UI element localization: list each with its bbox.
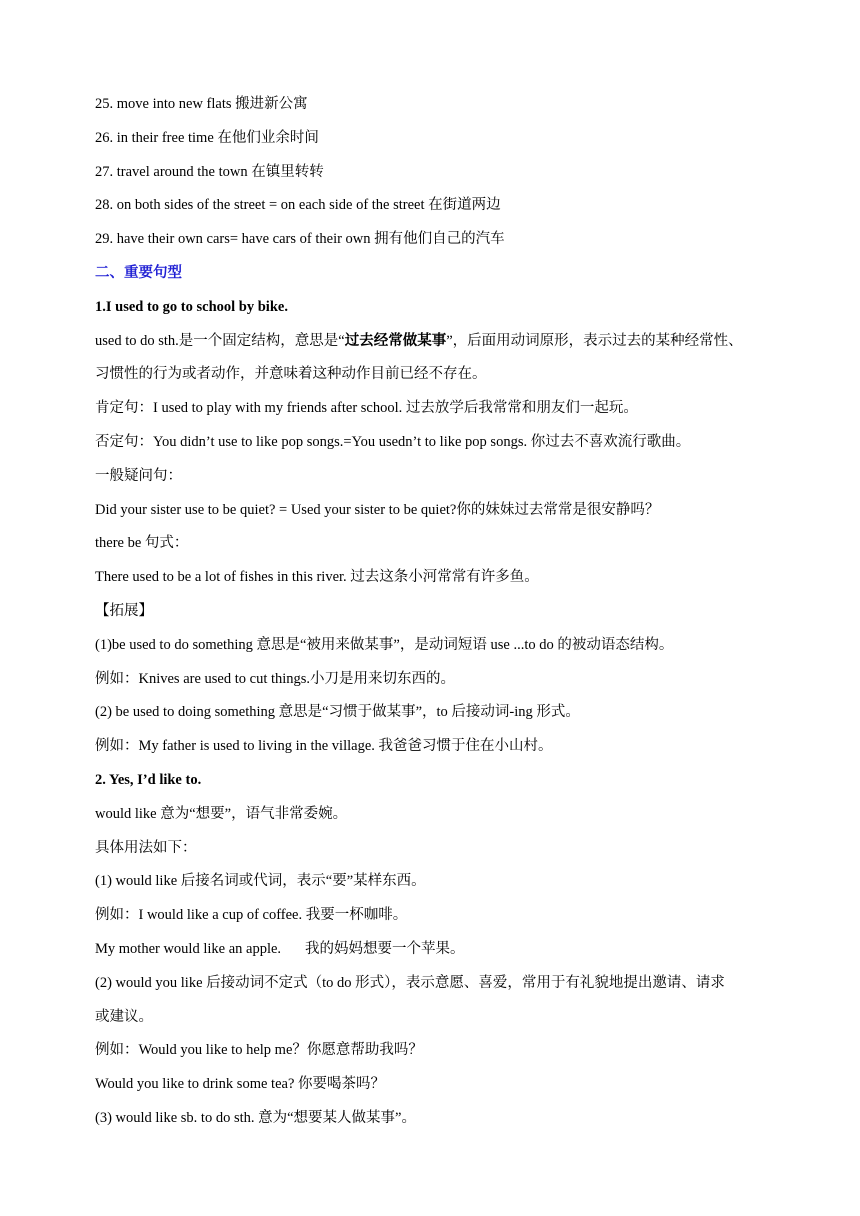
item2-meaning: would like 意为“想要”，语气非常委婉。 [95, 805, 348, 822]
document-page [95, 88, 785, 1136]
item1-title: 1.I used to go to school by bike. [95, 298, 288, 315]
usage-2-example-2: Would you like to drink some tea? 你要喝茶吗？ [95, 1076, 385, 1093]
item1-explanation [95, 325, 785, 359]
question-sentence: Did your sister use to be quiet? = Used your sister to be quiet?你的妹妹过去常常是很安静吗？ [95, 501, 660, 518]
example-chinese: 我的妈妈想要一个苹果。 [305, 940, 465, 957]
phrase-item: 28. on both sides of the street = on each side of the street 在街道两边 [95, 197, 501, 214]
usage-1: (1) would like 后接名词或代词，表示“要”某样东西。 [95, 873, 426, 890]
explanation-emphasis: 过去经常做某事 [344, 332, 447, 349]
example-english: My mother would like an apple. [95, 940, 282, 957]
usage-1-example-1: 例如：I would like a cup of coffee. 我要一杯咖啡。 [95, 907, 408, 924]
negative-sentence: 否定句：You didn’t use to like pop songs.=You usedn’t to like pop songs. 你过去不喜欢流行歌曲。 [95, 433, 691, 450]
phrase-item: 29. have their own cars= have cars of their own 拥有他们自己的汽车 [95, 231, 505, 248]
positive-sentence: 肯定句：I used to play with my friends after school. 过去放学后我常常和朋友们一起玩。 [95, 400, 638, 417]
usage-3: (3) would like sb. to do sth. 意为“想要某人做某事”。 [95, 1109, 416, 1126]
explanation-text: ”，后面用动词原形，表示过去的某种经常性、 [446, 332, 743, 349]
usage-2-cont: 或建议。 [95, 1008, 153, 1025]
usage-2: (2) would you like 后接动词不定式（to do 形式），表示意愿、喜爱，常用于有礼貌地提出邀请、请求 [95, 974, 725, 991]
extension-2-example: 例如：My father is used to living in the village. 我爸爸习惯于住在小山村。 [95, 738, 553, 755]
section-heading: 二、重要句型 [95, 264, 182, 281]
question-label: 一般疑问句： [95, 467, 182, 484]
explanation-text: used to do sth.是一个固定结构，意思是“ [95, 332, 345, 349]
phrase-item: 25. move into new flats 搬进新公寓 [95, 96, 308, 112]
there-be-label: there be 句式： [95, 535, 189, 552]
item2-title: 2. Yes, I’d like to. [95, 771, 202, 788]
usage-1-example-2 [95, 933, 785, 967]
phrase-item: 27. travel around the town 在镇里转转 [95, 163, 324, 180]
extension-2: (2) be used to doing something 意思是“习惯于做某事”，to 后接动词-ing 形式。 [95, 704, 580, 721]
extension-1-example: 例如：Knives are used to cut things.小刀是用来切东西的。 [95, 670, 456, 687]
phrase-item: 26. in their free time 在他们业余时间 [95, 129, 319, 146]
extension-label: 【拓展】 [95, 602, 153, 619]
extension-1: (1)be used to do something 意思是“被用来做某事”，是动词短语 use ...to do 的被动语态结构。 [95, 636, 674, 653]
usage-2-example-1: 例如：Would you like to help me？你愿意帮助我吗？ [95, 1042, 423, 1059]
there-be-sentence: There used to be a lot of fishes in this river. 过去这条小河常常有许多鱼。 [95, 569, 539, 586]
item1-explanation-cont: 习惯性的行为或者动作，并意味着这种动作目前已经不存在。 [95, 366, 487, 383]
usage-label: 具体用法如下： [95, 839, 197, 856]
